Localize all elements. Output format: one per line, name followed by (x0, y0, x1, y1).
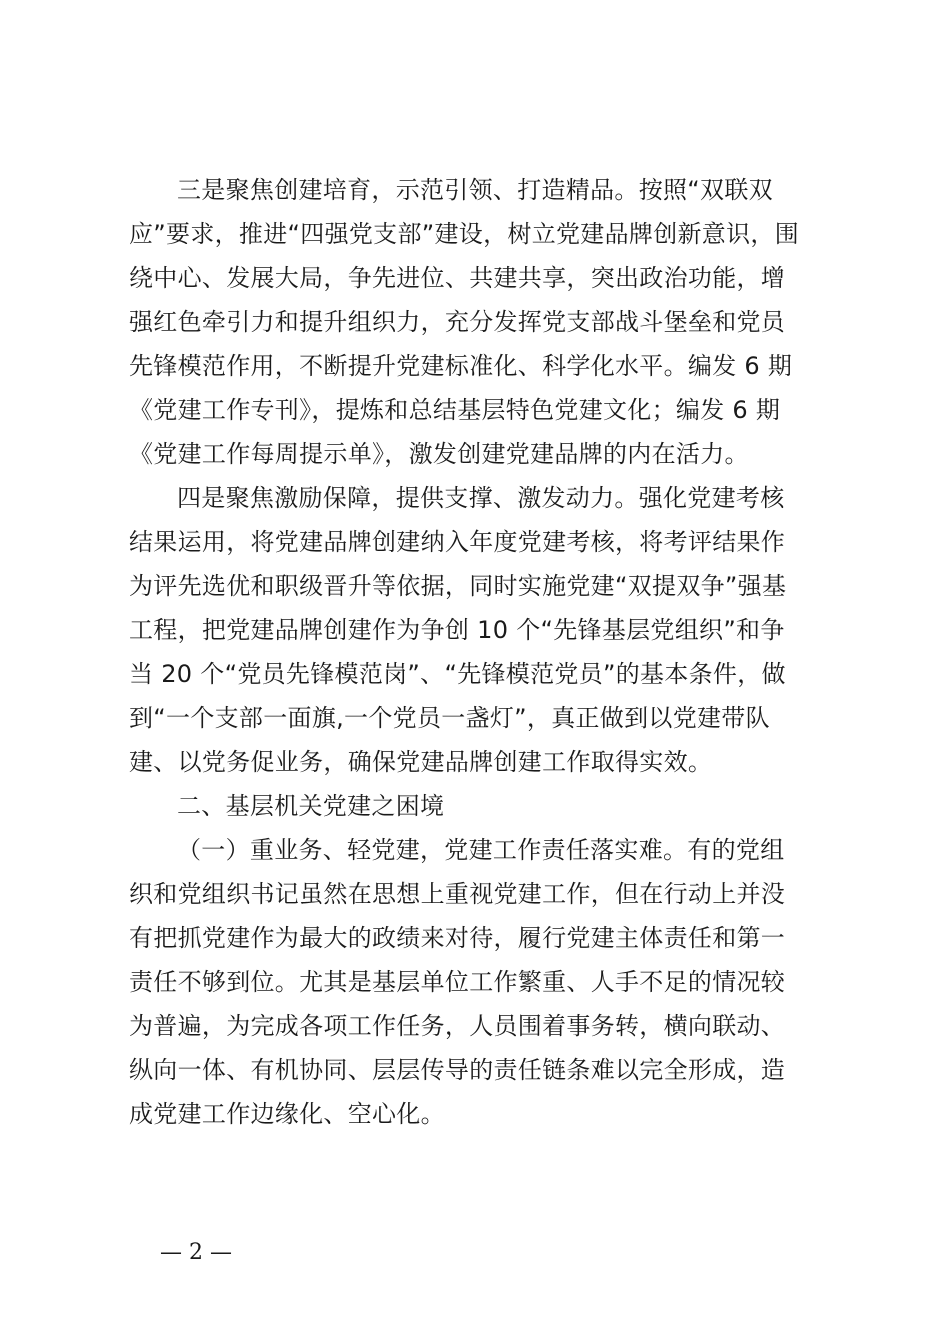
text-line: 为普遍，为完成各项工作任务，人员围着事务转，横向联动、 (129, 1012, 786, 1040)
text-line: 《党建工作专刊》，提炼和总结基层特色党建文化；编发 6 期 (129, 396, 781, 424)
text-line: 到“一个支部一面旗,一个党员一盏灯”，真正做到以党建带队 (129, 704, 770, 732)
paragraph-four (129, 476, 829, 784)
text-line: 工程，把党建品牌创建作为争创 10 个“先锋基层党组织”和争 (129, 616, 785, 644)
text-line: 二、基层机关党建之困境 (177, 792, 445, 820)
text-line: 绕中心、发展大局，争先进位、共建共享，突出政治功能，增 (129, 264, 786, 292)
text-line: 应”要求，推进“四强党支部”建设，树立党建品牌创新意识，围 (129, 220, 799, 248)
text-line: 纵向一体、有机协同、层层传导的责任链条难以完全形成，造 (129, 1056, 786, 1084)
paragraph-difficulty-one (129, 828, 829, 1136)
text-line: 成党建工作边缘化、空心化。 (129, 1100, 445, 1128)
text-line: 织和党组织书记虽然在思想上重视党建工作，但在行动上并没 (129, 880, 786, 908)
section-heading (129, 784, 829, 828)
text-line: 三是聚焦创建培育，示范引领、打造精品。按照“双联双 (177, 176, 773, 204)
paragraph-three (129, 168, 829, 476)
text-line: 当 20 个“党员先锋模范岗”、“先锋模范党员”的基本条件，做 (129, 660, 786, 688)
text-line: 为评先选优和职级晋升等依据，同时实施党建“双提双争”强基 (129, 572, 787, 600)
text-line: 四是聚焦激励保障，提供支撑、激发动力。强化党建考核 (177, 484, 785, 512)
page-number: — 2 — (160, 1240, 232, 1265)
text-line: 责任不够到位。尤其是基层单位工作繁重、人手不足的情况较 (129, 968, 786, 996)
text-line: （一）重业务、轻党建，党建工作责任落实难。有的党组 (177, 836, 785, 864)
text-line: 结果运用，将党建品牌创建纳入年度党建考核，将考评结果作 (129, 528, 786, 556)
text-line: 有把抓党建作为最大的政绩来对待，履行党建主体责任和第一 (129, 924, 786, 952)
text-line: 建、以党务促业务，确保党建品牌创建工作取得实效。 (129, 748, 713, 776)
text-line: 先锋模范作用，不断提升党建标准化、科学化水平。编发 6 期 (129, 352, 793, 380)
text-line: 强红色牵引力和提升组织力，充分发挥党支部战斗堡垒和党员 (129, 308, 786, 336)
text-line: 《党建工作每周提示单》，激发创建党建品牌的内在活力。 (129, 440, 749, 468)
document-body (129, 168, 829, 1136)
